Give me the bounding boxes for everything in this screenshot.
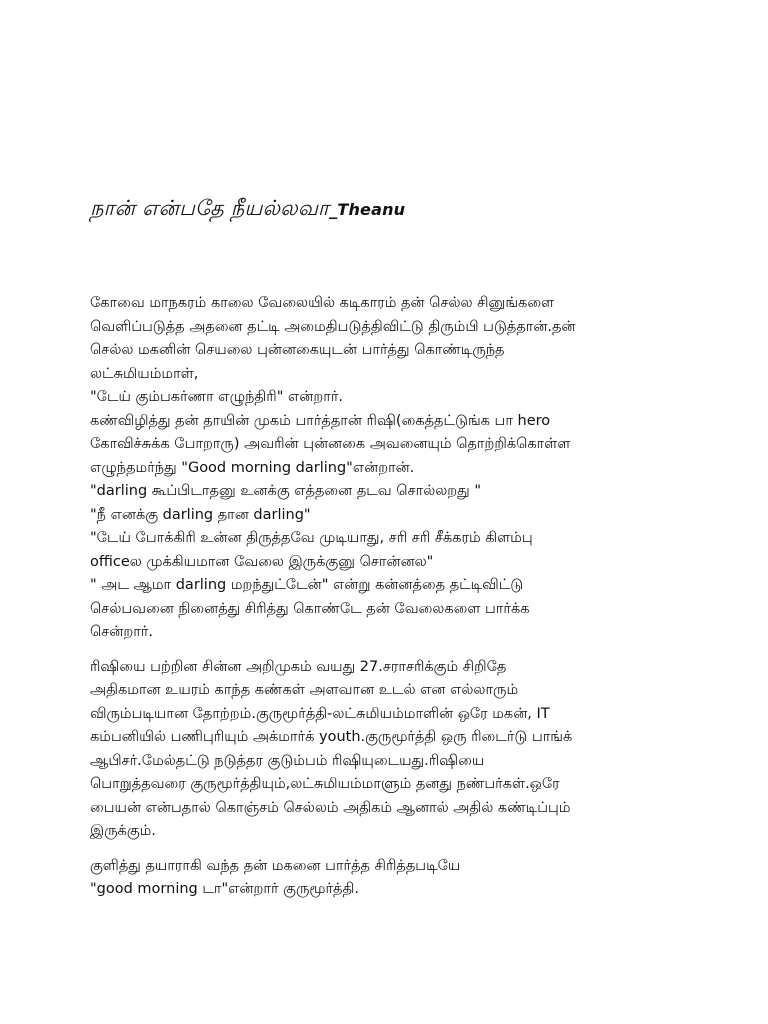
text-line: கோவை மாநகரம் காலை வேலையில் கடிகாரம் தன் செல்ல சினுங்களை xyxy=(90,295,555,311)
text-line: வெளிப்படுத்த அதனை தட்டி அமைதிபடுத்திவிட்டு திரும்பி படுத்தான்.தன் xyxy=(90,318,576,335)
text-line: officeல முக்கியமான வேலை இருக்குனு சொன்னல" xyxy=(90,553,434,570)
text-line: செல்ல மகனின் செயலை புன்னகையுடன் பார்த்து கொண்டிருந்த xyxy=(90,342,505,358)
text-line: பையன் என்பதால் கொஞ்சம் செல்லம் அதிகம் ஆனால் அதில் கண்டிப்பும் xyxy=(90,799,571,816)
text-line: எழுந்தமர்ந்து "Good morning darling"என்றான். xyxy=(90,459,415,476)
story-body xyxy=(90,292,690,913)
text-line: ஆபிசர்.மேல்தட்டு நடுத்தர குடும்பம் ரிஷியுடையது.ரிஷியை xyxy=(90,752,485,769)
text-line: சென்றார். xyxy=(90,624,154,640)
paragraph xyxy=(90,292,690,645)
text-line: விரும்படியான தோற்றம்.குருமூர்த்தி-லட்சுமியம்மாளின் ஒரே மகன், IT xyxy=(90,705,550,722)
paragraph xyxy=(90,656,690,844)
text-line: ரிஷியை பற்றின சின்ன அறிமுகம் வயது 27.சராசரிக்கும் சிறிதே xyxy=(90,658,507,675)
text-line: கம்பனியில் பணிபுரியும் அக்மார்க் youth.குருமூர்த்தி ஒரு ரிடைர்டு பாங்க் xyxy=(90,729,573,745)
text-line: "darling கூப்பிடாதனு உனக்கு எத்தனை தடவ சொல்லறது " xyxy=(90,483,481,499)
text-line: அதிகமான உயரம் காந்த கண்கள் அளவான உடல் என எல்லாரும் xyxy=(90,682,519,698)
text-line: குளித்து தயாராகி வந்த தன் மகனை பார்த்த சிரித்தபடியே xyxy=(90,857,461,874)
text-line: "good morning டா"என்றார் குருமூர்த்தி. xyxy=(90,881,359,897)
text-line: கண்விழித்து தன் தாயின் முகம் பார்த்தான் ரிஷி(கைத்தட்டுங்க பா hero xyxy=(90,412,551,429)
title-text: நான் என்பதே நீயல்லவா xyxy=(90,196,330,220)
text-line: "டேய் போக்கிரி உன்ன திருத்தவே முடியாது, சரி சரி சீக்கரம் கிளம்பு xyxy=(90,530,533,546)
paragraph xyxy=(90,855,690,902)
text-line: "நீ எனக்கு darling தான darling" xyxy=(90,506,311,523)
text-line: " அட ஆமா darling மறந்துட்டேன்" என்று கன்னத்தை தட்டிவிட்டு xyxy=(90,577,524,593)
text-line: செல்பவனை நினைத்து சிரித்து கொண்டே தன் வேலைகளை பார்க்க xyxy=(90,600,530,617)
text-line: கோவிச்சுக்க போறாரு) அவரின் புன்னகை அவனையும் தொற்றிக்கொள்ள xyxy=(90,436,571,452)
document-title xyxy=(90,196,405,223)
text-line: இருக்கும். xyxy=(90,823,156,839)
author-name: _Theanu xyxy=(329,200,406,219)
text-line: லட்சுமியம்மாள், xyxy=(90,365,199,382)
text-line: பொறுத்தவரை குருமூர்த்தியும்,லட்சுமியம்மாளும் தனது நண்பர்கள்.ஒரே xyxy=(90,776,560,792)
text-line: "டேய் கும்பகர்ணா எழுந்திரி" என்றார். xyxy=(90,389,343,405)
